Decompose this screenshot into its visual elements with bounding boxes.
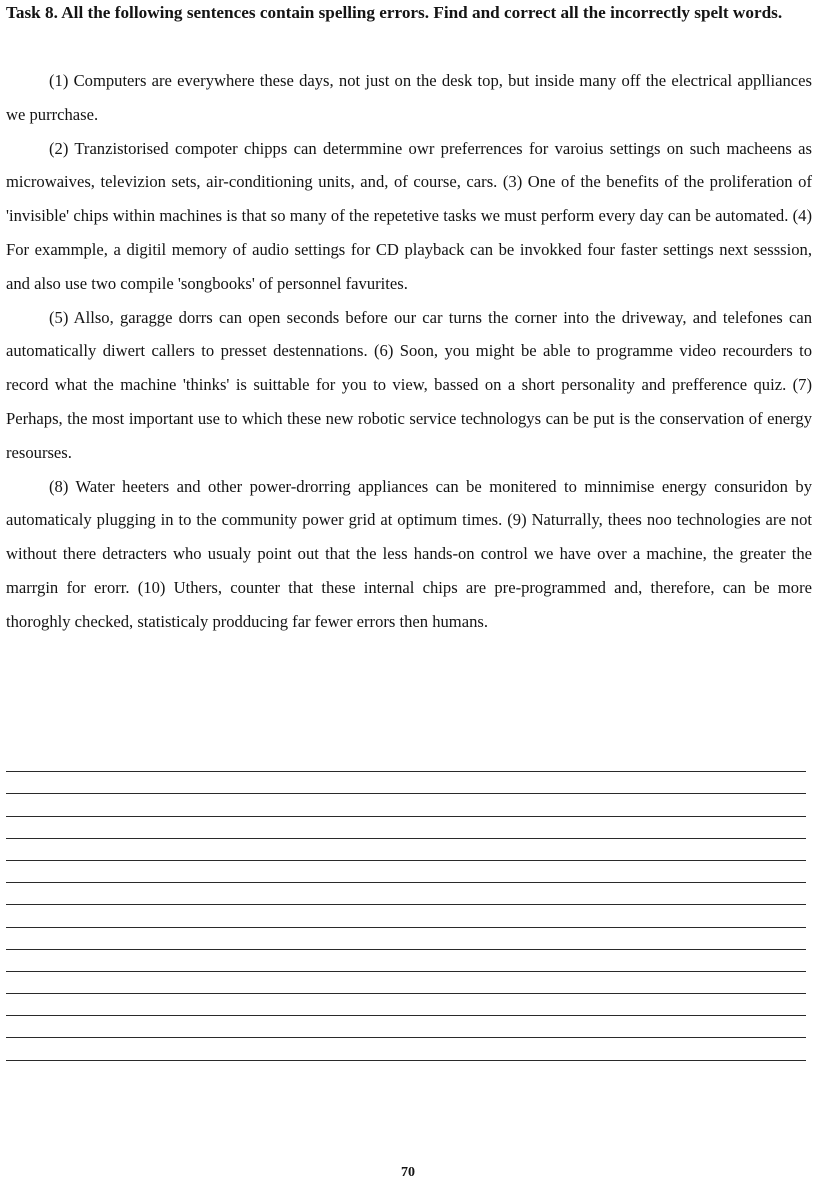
paragraph-1: (1) Computers are everywhere these days, not just on the desk top, but inside many off the electrical applliances we purrchase.	[6, 71, 812, 124]
paragraph-2: (2) Tranzistorised compoter chipps can determmine owr preferrences for varoius settings on such macheens as microwaives, televizion sets, air-conditioning units, and, of course, cars. (3) One of the benefits of the proliferation of 'invisible' chips within machines is that so many of the repetetive tasks we must perform every day can be automated. (4) For exammple, a digitil memory of audio settings for CD playback can be invokked four faster settings next sesssion, and also use two compile 'songbooks' of personnel favurites.	[6, 138, 812, 293]
page-number: 70	[401, 1165, 415, 1180]
answer-writing-area[interactable]	[6, 750, 806, 1061]
paragraph-4: (8) Water heeters and other power-drorring appliances can be monitered to minnimise energy consuridon by automaticaly plugging in to the community power grid at optimum times. (9) Naturrally, thees noo technologies are not without there detracters who usualy point out that the less hands-on control we have over a machine, the greater the marrgin for erorr. (10) Uthers, counter that these internal chips are pre-programmed and, therefore, can be more thoroghly checked, statisticaly prodducing far fewer errors then humans.	[6, 476, 812, 631]
exercise-text	[6, 64, 812, 639]
answer-line[interactable]	[6, 772, 806, 794]
answer-line[interactable]	[6, 972, 806, 994]
answer-line[interactable]	[6, 928, 806, 950]
answer-line[interactable]	[6, 1016, 806, 1038]
paragraph-3: (5) Allso, garagge dorrs can open seconds before our car turns the corner into the driveway, and telefones can automatically diwert callers to presset destennations. (6) Soon, you might be able to programme video recourders to record what the machine 'thinks' is suittable for you to view, bassed on a short personality and prefference quiz. (7) Perhaps, the most important use to which these new robotic service technologys can be put is the conservation of energy resourses.	[6, 307, 812, 462]
answer-line[interactable]	[6, 994, 806, 1016]
answer-line[interactable]	[6, 905, 806, 927]
answer-line[interactable]	[6, 839, 806, 861]
answer-line[interactable]	[6, 861, 806, 883]
answer-line[interactable]	[6, 950, 806, 972]
answer-line[interactable]	[6, 817, 806, 839]
answer-line[interactable]	[6, 794, 806, 816]
answer-line[interactable]	[6, 883, 806, 905]
task-heading: Task 8. All the following sentences contain spelling errors. Find and correct all the incorrectly spelt words.	[6, 3, 783, 22]
answer-line[interactable]	[6, 750, 806, 772]
answer-line[interactable]	[6, 1038, 806, 1060]
